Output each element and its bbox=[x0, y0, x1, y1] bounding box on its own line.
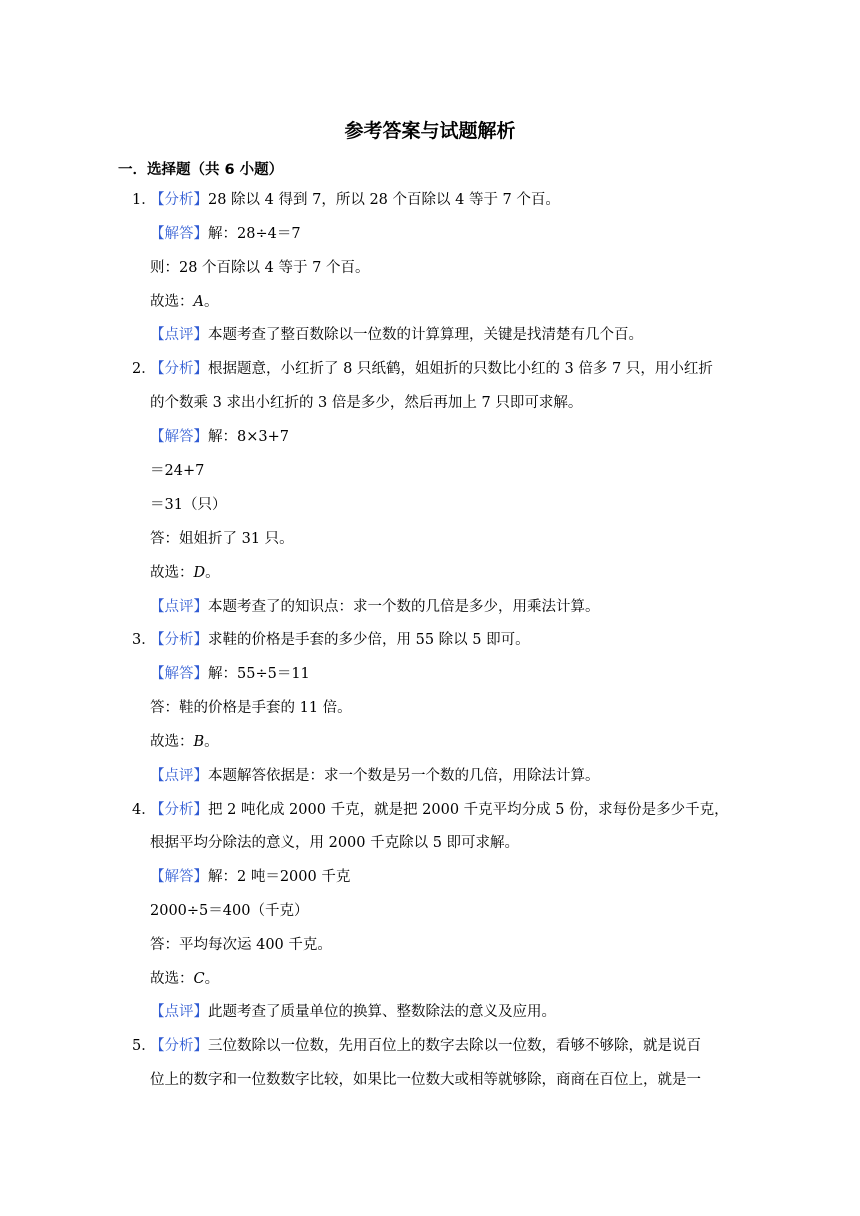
q5-analysis-text: 三位数除以一位数，先用百位上的数字去除以一位数，看够不够除，就是说百 bbox=[208, 1038, 701, 1054]
q4-analysis-text: 把 2 吨化成 2000 千克，就是把 2000 千克平均分成 5 份，求每份是多少千克， bbox=[208, 802, 729, 818]
analysis-tag: 【分析】 bbox=[150, 361, 208, 377]
q2-step-line: ＝31（只） bbox=[150, 497, 227, 513]
comment-tag: 【点评】 bbox=[150, 1004, 208, 1020]
q2-choice-letter: D bbox=[193, 565, 206, 581]
q4-analysis-continued: 根据平均分除法的意义，用 2000 千克除以 5 即可求解。 bbox=[150, 835, 520, 851]
q4-choice-letter: C bbox=[193, 971, 205, 987]
q2-reply-line: 答：姐姐折了 31 只。 bbox=[150, 531, 294, 547]
q3-comment-text: 本题解答依据是：求一个数是另一个数的几倍，用除法计算。 bbox=[208, 768, 600, 784]
q5-analysis-continued: 位上的数字和一位数数字比较，如果比一位数大或相等就够除，商商在百位上，就是一 bbox=[150, 1072, 701, 1088]
q4-comment-line bbox=[150, 1002, 556, 1022]
q4-choice-line bbox=[150, 969, 219, 989]
q1-analysis-text: 28 除以 4 得到 7，所以 28 个百除以 4 等于 7 个百。 bbox=[208, 192, 560, 208]
section-heading: 一．选择题（共 6 小题） bbox=[118, 162, 284, 178]
answer-tag: 【解答】 bbox=[150, 429, 208, 445]
choice-suffix: 。 bbox=[203, 294, 219, 310]
answer-tag: 【解答】 bbox=[150, 666, 208, 682]
choice-suffix: 。 bbox=[205, 565, 220, 581]
page-title: 参考答案与试题解析 bbox=[344, 120, 516, 142]
q3-answer-text: 解：55÷5＝11 bbox=[208, 666, 310, 682]
q3-reply-line: 答：鞋的价格是手套的 11 倍。 bbox=[150, 700, 352, 716]
q4-analysis-line bbox=[132, 800, 729, 820]
choice-prefix: 故选： bbox=[150, 294, 194, 310]
analysis-tag: 【分析】 bbox=[150, 802, 208, 818]
q1-step-line: 则：28 个百除以 4 等于 7 个百。 bbox=[150, 260, 370, 276]
q4-answer-text: 解：2 吨＝2000 千克 bbox=[208, 869, 351, 885]
choice-prefix: 故选： bbox=[150, 971, 194, 987]
choice-prefix: 故选： bbox=[150, 565, 194, 581]
q2-number: 2． bbox=[132, 361, 156, 377]
q3-choice-letter: B bbox=[193, 734, 205, 750]
q4-comment-text: 此题考查了质量单位的换算、整数除法的意义及应用。 bbox=[208, 1004, 556, 1020]
choice-prefix: 故选： bbox=[150, 734, 194, 750]
q1-choice-line bbox=[150, 292, 218, 312]
q1-comment-text: 本题考查了整百数除以一位数的计算算理，关键是找清楚有几个百。 bbox=[208, 327, 643, 343]
q3-number: 3． bbox=[132, 632, 156, 648]
q1-answer-text: 解：28÷4＝7 bbox=[208, 226, 301, 242]
q4-reply-line: 答：平均每次运 400 千克。 bbox=[150, 937, 332, 953]
q4-number: 4． bbox=[132, 802, 156, 818]
q1-answer-line bbox=[150, 224, 301, 244]
analysis-tag: 【分析】 bbox=[150, 192, 208, 208]
q3-answer-line bbox=[150, 664, 310, 684]
choice-suffix: 。 bbox=[204, 971, 220, 987]
q2-choice-line bbox=[150, 563, 220, 583]
q2-step-line: ＝24+7 bbox=[150, 463, 205, 479]
q2-analysis-line bbox=[132, 359, 713, 379]
q2-analysis-continued: 的个数乘 3 求出小红折的 3 倍是多少，然后再加上 7 只即可求解。 bbox=[150, 395, 583, 411]
q2-comment-line bbox=[150, 597, 600, 617]
q1-analysis-line bbox=[132, 190, 560, 210]
q1-choice-letter: A bbox=[193, 294, 204, 310]
q1-number: 1． bbox=[132, 192, 156, 208]
q5-number: 5． bbox=[132, 1038, 156, 1054]
comment-tag: 【点评】 bbox=[150, 327, 208, 343]
analysis-tag: 【分析】 bbox=[150, 1038, 208, 1054]
q4-step-line: 2000÷5＝400（千克） bbox=[150, 903, 309, 919]
q2-analysis-text: 根据题意，小红折了 8 只纸鹤，姐姐折的只数比小红的 3 倍多 7 只，用小红折 bbox=[208, 361, 713, 377]
q3-analysis-text: 求鞋的价格是手套的多少倍，用 55 除以 5 即可。 bbox=[208, 632, 530, 648]
answer-tag: 【解答】 bbox=[150, 869, 208, 885]
q1-comment-line bbox=[150, 325, 643, 345]
q2-comment-text: 本题考查了的知识点：求一个数的几倍是多少，用乘法计算。 bbox=[208, 599, 600, 615]
q3-comment-line bbox=[150, 766, 600, 786]
answer-tag: 【解答】 bbox=[150, 226, 208, 242]
q2-answer-text: 解：8×3+7 bbox=[208, 429, 289, 445]
q5-analysis-line bbox=[132, 1036, 701, 1056]
q2-answer-line bbox=[150, 427, 289, 447]
comment-tag: 【点评】 bbox=[150, 768, 208, 784]
choice-suffix: 。 bbox=[204, 734, 219, 750]
analysis-tag: 【分析】 bbox=[150, 632, 208, 648]
comment-tag: 【点评】 bbox=[150, 599, 208, 615]
q3-analysis-line bbox=[132, 630, 530, 650]
q4-answer-line bbox=[150, 867, 350, 887]
q3-choice-line bbox=[150, 732, 219, 752]
